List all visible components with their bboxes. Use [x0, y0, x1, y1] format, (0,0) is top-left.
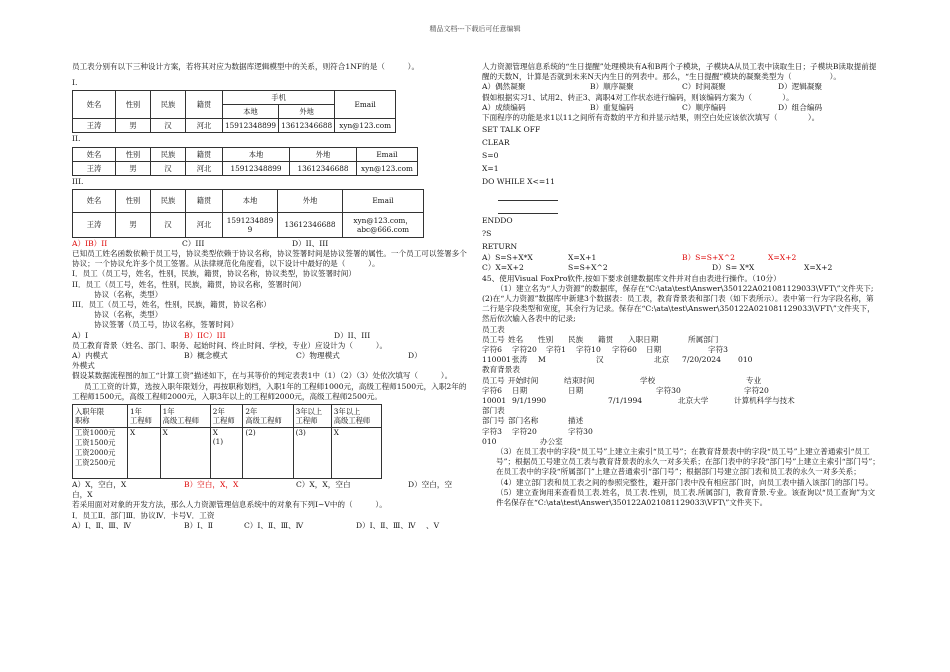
cell: xyn@123.com	[357, 161, 418, 175]
option: C）III	[182, 238, 205, 248]
type: 字符60	[612, 345, 637, 355]
th-nation: 民族	[151, 147, 186, 161]
field: 性别	[538, 334, 554, 344]
cell: 汉	[151, 161, 186, 175]
th-email: Email	[357, 147, 418, 161]
design-label-2: II.	[72, 134, 81, 144]
option: A）X，空白，X	[72, 480, 127, 490]
cell: 王涛	[73, 212, 116, 237]
option: A）Ⅰ、Ⅱ、Ⅲ、Ⅳ	[72, 520, 131, 530]
value: 汉	[596, 355, 604, 365]
option: D）II、III	[292, 238, 329, 248]
t2-fields	[482, 376, 880, 386]
q3-text: 员工教育背景（姓名、部门、职务、起始时间、终止时间、学校，专业）应设计为（ ）。	[72, 340, 388, 350]
value: 10001	[482, 396, 507, 406]
q5-options	[72, 521, 472, 531]
type: 字符1	[546, 345, 567, 355]
t1-types	[482, 345, 880, 355]
option: D）II、III	[334, 330, 371, 340]
value: 010	[738, 355, 753, 365]
q5-list: Ⅰ．员工Ⅱ．部门Ⅲ．协议Ⅳ．卡号Ⅴ．工资	[72, 510, 215, 520]
option: X=X+2	[768, 253, 797, 263]
design-table-3	[72, 189, 424, 238]
th-origin: 籍贯	[186, 147, 223, 161]
dt-h: 1年	[162, 407, 175, 417]
option: B）概念模式	[184, 351, 228, 361]
th-nation: 民族	[151, 91, 186, 119]
dt-mark: X	[128, 428, 161, 479]
type: 字符30	[568, 426, 593, 436]
option: D）	[408, 351, 422, 361]
fill-blank-1	[498, 192, 558, 201]
option: C）物理模式	[296, 351, 340, 361]
option: A）S=S+X*X	[482, 253, 533, 263]
field: 结束时间	[564, 375, 595, 385]
q5-text: 若采用面对对象的开发方法，那么人力资源管理信息系统中的对象有下列Ⅰ~Ⅴ中的（ ）。	[72, 500, 387, 510]
r-p1: 人力资源管理信息系统的“生日提醒”处理模块有A和B两个子模块，子模块A从员工表中读取生日；子模块B读取提前提醒的天数N，计算是否就到未来N天内生日的列表中。那么，“生日提醒”模块的凝聚类型为（ ）。	[482, 62, 877, 82]
cell: 男	[116, 212, 151, 237]
cell: xyn@123.com	[335, 119, 396, 133]
th-remote: 外地	[279, 105, 335, 119]
field: 开始时间	[508, 375, 539, 385]
q4-tail: 白，X	[72, 490, 93, 500]
q2-options	[72, 331, 472, 341]
code-line: DO WHILE X<=11	[482, 177, 555, 187]
type: 字符10	[576, 345, 601, 355]
q2-line: I．员工（员工号，姓名，性别，民族，籍贯，协议名称，协议类型，协议签署时间）	[72, 269, 356, 279]
q2-line: II．员工（员工号，姓名，性别，民族，籍贯，协议名称，签署时间）	[72, 279, 306, 289]
field: 学校	[640, 375, 656, 385]
design-table-2	[72, 147, 418, 176]
code-line: ENDDO	[482, 216, 513, 226]
th-home: 本地	[223, 105, 279, 119]
dt-h: 高级工程师	[333, 416, 371, 426]
right-column	[482, 62, 880, 508]
dt-h: 3年以上	[295, 407, 323, 417]
value: M	[538, 355, 546, 365]
th-gender: 性别	[116, 189, 151, 212]
value: 7/20/2024	[682, 355, 721, 365]
option: D）空白，空	[408, 480, 453, 490]
q45-title: 45、使用Visual FoxPro软件,按如下要求创建数据库文件并对自由表进行操作。（10分）	[482, 273, 781, 283]
cell: 河北	[186, 161, 223, 175]
code-line: ?S	[482, 229, 492, 239]
th-phone: 手机	[223, 91, 335, 105]
type: 字符6	[482, 345, 503, 355]
code-line: CLEAR	[482, 138, 510, 148]
type: 字符20	[744, 385, 769, 395]
option: A）偶然凝聚	[482, 82, 526, 92]
th-name: 姓名	[73, 147, 116, 161]
th-nation: 民族	[151, 189, 186, 212]
value: 110001	[482, 355, 511, 365]
dt-h: 职称	[75, 416, 90, 426]
cell: 王涛	[73, 161, 116, 175]
cell: 男	[116, 119, 151, 133]
left-column	[72, 62, 472, 531]
dt-mark: X	[212, 428, 218, 438]
q2-line: 协议（名称，类型）	[94, 289, 163, 299]
th-email: Email	[343, 189, 424, 212]
th-name: 姓名	[73, 189, 116, 212]
option: X=X+2	[804, 263, 833, 273]
option: C）X=X+2	[482, 263, 524, 273]
q1-options	[72, 239, 472, 249]
option: B）IIC）III	[184, 330, 226, 340]
type: 日期	[512, 385, 528, 395]
q45-step-4: （4）建立部门表和员工表之间的参照完整性，避开部门表中没有相应部门时，向员工表中插入该部门的部门号。	[496, 477, 873, 487]
dt-mark: (3)	[293, 428, 331, 479]
th-name: 姓名	[73, 91, 116, 119]
option: C）顺序编码	[682, 102, 726, 112]
field: 所属部门	[688, 334, 719, 344]
option: 、Ⅴ	[426, 520, 440, 530]
t3-types	[482, 427, 880, 437]
cell: 男	[116, 161, 151, 175]
option: B）重复编码	[590, 102, 634, 112]
type: 字符20	[512, 426, 537, 436]
t2-title: 教育背景表	[482, 365, 520, 375]
field: 入职日期	[628, 334, 659, 344]
option: C）Ⅰ、Ⅱ、Ⅲ、Ⅳ	[244, 520, 304, 530]
th-remote: 外地	[278, 189, 343, 212]
cell: 15912348899	[223, 161, 290, 175]
dt-h: 工程师	[130, 416, 152, 426]
dt-h: 工程师	[295, 416, 318, 426]
field: 部门号	[482, 416, 505, 426]
t2-types	[482, 386, 880, 396]
dt-mark: (1)	[212, 437, 224, 447]
cell: 13612346688	[279, 119, 335, 133]
r-p1-options	[482, 82, 880, 92]
cell: 王涛	[73, 119, 116, 133]
q45-step-5: （5）建立查询用来查看员工表.姓名，员工表.性别，员工表.所属部门，教育背景.专业。该查询以“员工查询”为文件名保存在“C:\ata\test\Answer\350122A021081129033\VFT\”文件夹下。	[496, 487, 876, 508]
dt-mark: (2)	[243, 428, 293, 479]
type: 字符3	[708, 345, 729, 355]
cell: 15912348899	[223, 119, 279, 133]
option: A）I	[72, 330, 89, 340]
field: 籍贯	[598, 334, 614, 344]
option: C）时间凝聚	[682, 82, 726, 92]
design-label-3: III.	[72, 176, 84, 186]
cell: 13612346688	[278, 212, 343, 237]
cell: 汉	[151, 212, 186, 237]
dt-row: 工资2500元	[75, 458, 116, 468]
cell: xyn@123.com，abc@666.com	[343, 212, 424, 237]
option: A）IB）II	[72, 238, 108, 248]
t3-fields	[482, 416, 880, 426]
r-p2: 假如根据实习1、试用2、转正3、离职4对工作状态进行编码，则该编码方案为（ ）。	[482, 92, 794, 102]
dt-row: 工资1000元	[75, 428, 116, 438]
dt-mark: X	[331, 428, 381, 479]
option: D）逻辑凝聚	[778, 82, 823, 92]
option: A）成绩编码	[482, 102, 526, 112]
type: 字符30	[656, 385, 681, 395]
dt-h: 1年	[130, 407, 142, 417]
field: 描述	[568, 416, 584, 426]
field: 部门名称	[508, 416, 539, 426]
value: 7/1/1994	[608, 396, 643, 406]
th-email: Email	[335, 91, 396, 119]
r-p3-options-2	[482, 263, 880, 273]
t3-record	[482, 437, 880, 447]
decision-table	[72, 404, 382, 479]
r-p3-options-1	[482, 253, 880, 263]
type: 字符6	[482, 385, 503, 395]
th-origin: 籍贯	[186, 91, 223, 119]
option: B）Ⅰ、Ⅱ	[184, 520, 213, 530]
value: 张涛	[512, 355, 528, 365]
dt-h: 2年	[212, 407, 225, 417]
dt-h: 工程师	[212, 416, 235, 426]
option: B）空白，X，X	[184, 480, 239, 490]
field: 姓名	[508, 334, 524, 344]
dt-h: 2年	[245, 407, 258, 417]
t1-record	[482, 355, 880, 365]
cell: 河北	[186, 119, 223, 133]
value: 北京	[654, 355, 670, 365]
cell: 1591234889 9	[223, 212, 278, 237]
dt-mark: X	[160, 428, 210, 479]
value: 办公室	[540, 436, 563, 446]
option: D）S= X*X	[712, 263, 755, 273]
dt-row: 工资2000元	[75, 448, 116, 458]
t3-title: 部门表	[482, 406, 505, 416]
th-gender: 性别	[116, 91, 151, 119]
t1-title: 员工表	[482, 324, 505, 334]
th-remote: 外地	[290, 147, 357, 161]
field: 员工号	[482, 334, 505, 344]
cell: 河北	[186, 212, 223, 237]
t1-fields	[482, 335, 880, 345]
design-label-1: I.	[72, 78, 78, 88]
q2-line: 协议签署（员工号，协议名称，签署时间）	[94, 320, 239, 330]
option: B）顺序凝聚	[590, 82, 634, 92]
option: D）组合编码	[778, 102, 823, 112]
option: S=S+X^2	[568, 263, 608, 273]
page-header: 精品文档---下载后可任意编辑	[429, 25, 521, 33]
design-table-1	[72, 90, 396, 133]
value: 计算机科学与技术	[734, 396, 795, 406]
dt-h: 高级工程师	[245, 416, 282, 426]
type: 字符20	[512, 345, 537, 355]
q45-step-3: （3）在员工表中的字段“员工号”上建立主索引“员工号”；在教育背景表中的字段“员工号”上建立普通索引“员工号”；根据员工号建立员工表与教育背景表的永久一对多关系；在部门表中的字段“部门号”上建立主索引“部门号”；在员工表中的字段“所属部门”上建立普通索引“部门号”；根据部门号建立部门表和员工表的永久一对多关系；	[496, 447, 880, 477]
q45-step-2: (2)在“人力资源”数据库中新建3个数据表：员工表，教育背景表和部门表（如下表所示）。表中第一行为字段名称，第二行是字段类型和宽度，其余行为记录。保存在“C:\ata\test\Answer\350122A021081129033\VFT\”文件夹下，然后依次输入各表中的记录;	[482, 294, 875, 324]
q4-text: 假设某数据流程图的加工“计算工资”描述如下，在与其等价的判定表表1中（1）（2）（3）处依次填写（ ）。	[72, 371, 453, 381]
q2-line: III．员工（员工号，姓名，性别，民族，籍贯，协议名称）	[72, 300, 271, 310]
value: 北京大学	[678, 396, 709, 406]
code-line: SET TALK OFF	[482, 125, 541, 135]
r-p3: 下面程序的功能是求1以11之间所有奇数的平方和并显示结果，则空白处应该依次填写（ ）。	[482, 113, 820, 123]
option: X=X+1	[568, 253, 597, 263]
value: 9/1/1990	[512, 396, 547, 406]
dt-h: 入职年限	[75, 407, 105, 417]
option: C）X，X，空白	[296, 480, 351, 490]
question-intro: 员工表分别有以下三种设计方案，若将其对应为数据库逻辑模型中的关系，则符合1NF的是（ ）。	[72, 62, 420, 71]
cell: 汉	[151, 119, 186, 133]
code-line: RETURN	[482, 242, 518, 252]
value: 010	[482, 436, 497, 446]
q2-text: 已知员工姓名函数依赖于员工号，协议类型依赖于协议名称，协议签署时间是协议签署的属性。一个员工可以签署多个协议；一个协议允许多个员工签署。从法律规范化角度看，以下设计中最好的是（ ）。	[72, 249, 467, 269]
th-gender: 性别	[116, 147, 151, 161]
type: 字符3	[482, 426, 503, 436]
dt-h: 3年以上	[333, 407, 361, 417]
option: A）内模式	[72, 351, 108, 361]
field: 民族	[568, 334, 584, 344]
q45-step-1: （1）建立名为“人力资源”的数据库，保存在“C:\ata\test\Answer\350122A021081129033\VFT\”文件夹下;	[496, 283, 874, 293]
th-origin: 籍贯	[186, 189, 223, 212]
r-p2-options	[482, 103, 880, 113]
q4-body: 员工工资的计算，选按入职年限划分，再按职称划档，入职1年的工程师1000元，高级工程师1500元，入职2年的工程师1500元，高级工程师2000元，入职3年以上的工程师2000元，高级工程师2500元。	[72, 381, 467, 401]
option: D）Ⅰ、Ⅱ、Ⅲ、Ⅳ	[356, 520, 416, 530]
dt-row: 工资1500元	[75, 438, 116, 448]
t2-record	[482, 396, 880, 406]
code-line: S=0	[482, 151, 499, 161]
type: 日期	[646, 345, 662, 355]
cell: 13612346688	[290, 161, 357, 175]
option: B）S=S+X^2	[682, 253, 735, 263]
th-home: 本地	[223, 147, 290, 161]
code-line: X=1	[482, 164, 499, 174]
field: 专业	[746, 375, 762, 385]
th-home: 本地	[223, 189, 278, 212]
dt-h: 高级工程师	[162, 416, 200, 426]
q3-options	[72, 351, 472, 361]
type: 日期	[568, 385, 584, 395]
fill-blank-2	[498, 205, 558, 214]
field: 员工号	[482, 375, 505, 385]
q2-line: 协议（名称，类型）	[94, 310, 163, 320]
code-block	[482, 123, 880, 253]
q3-tail: 外模式	[72, 361, 95, 371]
q4-options	[72, 480, 472, 490]
